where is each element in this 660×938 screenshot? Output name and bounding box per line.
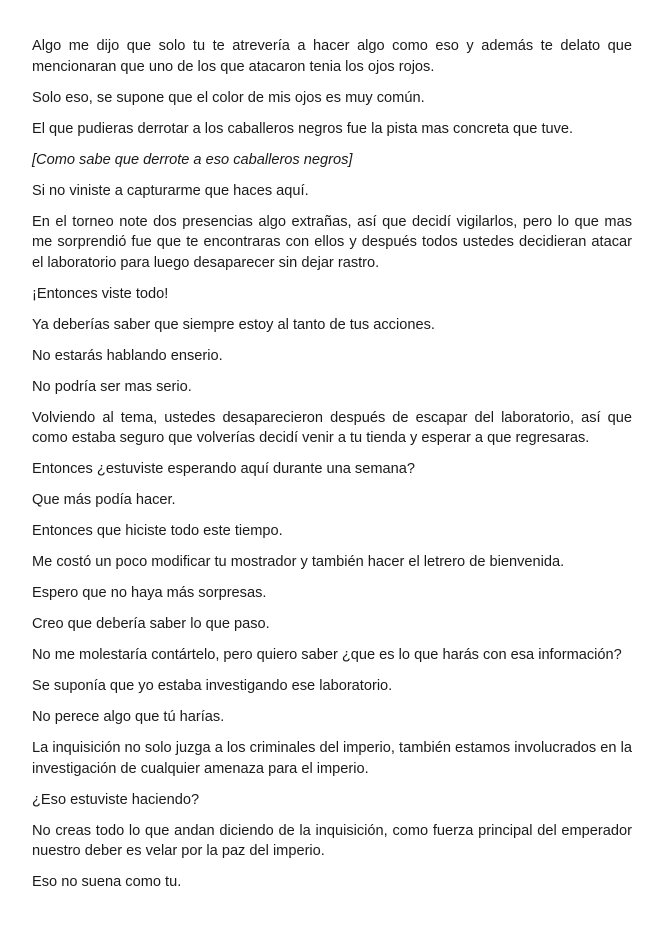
paragraph: Que más podía hacer. (32, 492, 176, 508)
paragraph: Eso no suena como tu. (32, 874, 182, 890)
paragraph: ¡Entonces viste todo! (32, 285, 169, 302)
paragraph: Me costó un poco modificar tu mostrador y también hacer el letrero de bienvenida. (32, 554, 565, 570)
paragraph: Espero que no haya más sorpresas. (32, 585, 267, 601)
paragraph: ¿Eso estuviste haciendo? (32, 791, 200, 808)
italic-paragraph: [Como sabe que derrote a eso caballeros negros] (32, 151, 353, 168)
paragraph: Ya deberías saber que siempre estoy al tanto de tus acciones. (32, 316, 435, 333)
document-body (32, 36, 632, 903)
paragraph: No podría ser mas serio. (32, 378, 192, 395)
paragraph: No me molestaría contártelo, pero quiero saber ¿que es lo que harás con esa información? (32, 647, 622, 663)
paragraph: No estarás hablando enserio. (32, 347, 223, 364)
paragraph: Volviendo al tema, ustedes desaparecieron después de escapar del laboratorio, así que como estaba seguro que volverías decidí venir a tu tienda y esperar a que regresaras. (32, 409, 632, 446)
paragraph: La inquisición no solo juzga a los criminales del imperio, también estamos involucrados en la investigación de cualquier amenaza para el imperio. (32, 740, 632, 777)
paragraph: No creas todo lo que andan diciendo de la inquisición, como fuerza principal del emperador nuestro deber es velar por la paz del imperio. (32, 822, 632, 859)
paragraph: Entonces ¿estuviste esperando aquí durante una semana? (32, 461, 415, 477)
paragraph: No perece algo que tú harías. (32, 709, 225, 725)
paragraph: Creo que debería saber lo que paso. (32, 616, 270, 632)
paragraph: Entonces que hiciste todo este tiempo. (32, 523, 283, 539)
paragraph: Si no viniste a capturarme que haces aquí. (32, 182, 309, 199)
paragraph: Se suponía que yo estaba investigando ese laboratorio. (32, 678, 393, 694)
paragraph: Solo eso, se supone que el color de mis ojos es muy común. (32, 89, 425, 106)
paragraph: En el torneo note dos presencias algo extrañas, así que decidí vigilarlos, pero lo que mas me sorprendió fue que te encontraras con ellos y después todos ustedes decidieran atacar el laboratorio para luego desaparecer sin dejar rastro. (32, 213, 632, 271)
paragraph: El que pudieras derrotar a los caballeros negros fue la pista mas concreta que tuve. (32, 120, 574, 137)
paragraph: Algo me dijo que solo tu te atrevería a hacer algo como eso y además te delato que mencionaran que uno de los que atacaron tenia los ojos rojos. (32, 38, 632, 75)
